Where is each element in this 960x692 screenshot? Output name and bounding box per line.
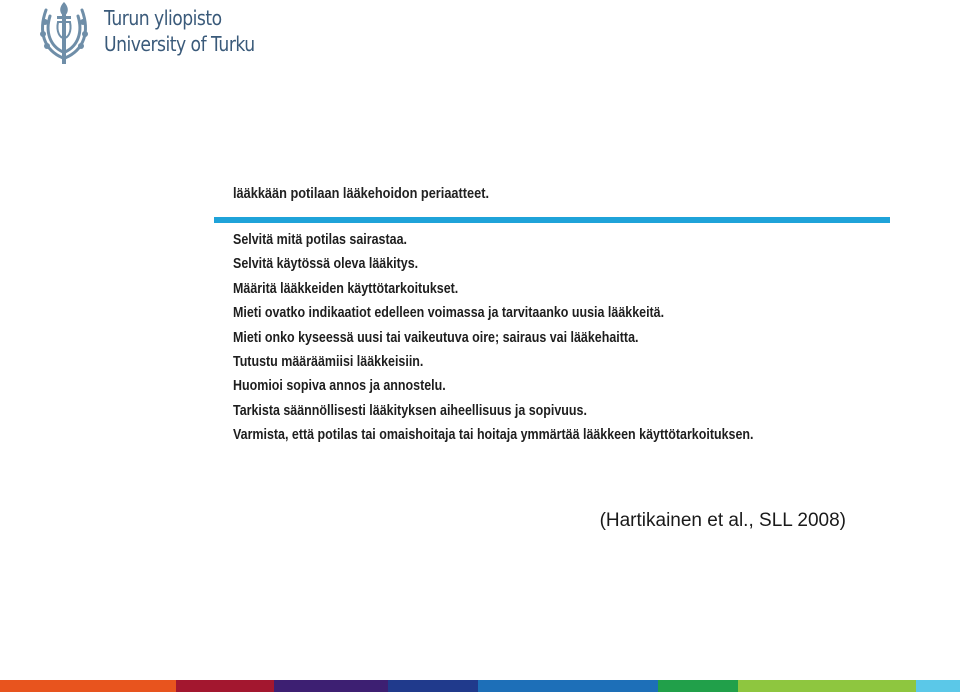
logo-wordmark bbox=[104, 5, 255, 57]
footer-segment bbox=[274, 680, 388, 692]
footer-segment bbox=[738, 680, 916, 692]
footer-segment bbox=[0, 680, 176, 692]
list-item: Tarkista säännöllisesti lääkityksen aiheellisuus ja sopivuus. bbox=[233, 402, 587, 419]
list-item: Huomioi sopiva annos ja annostelu. bbox=[233, 378, 446, 395]
list-item: Selvitä käytössä oleva lääkitys. bbox=[233, 256, 419, 273]
list-item: Tutustu määräämiisi lääkkeisiin. bbox=[233, 353, 424, 370]
footer-segment bbox=[176, 680, 274, 692]
footer-segment bbox=[388, 680, 478, 692]
citation: (Hartikainen et al., SLL 2008) bbox=[599, 510, 846, 531]
footer-segment bbox=[658, 680, 738, 692]
list-item: Määritä lääkkeiden käyttötarkoitukset. bbox=[233, 280, 459, 297]
logo-line-finnish: Turun yliopisto bbox=[104, 6, 222, 30]
list-item: Mieti ovatko indikaatiot edelleen voimassa ja tarvitaanko uusia lääkkeitä. bbox=[233, 305, 665, 322]
principles-list bbox=[233, 230, 838, 450]
excerpt-divider bbox=[214, 217, 890, 223]
list-item: Varmista, että potilas tai omaishoitaja tai hoitaja ymmärtää lääkkeen käyttötarkoituksen. bbox=[233, 427, 754, 444]
scanned-excerpt bbox=[214, 182, 890, 444]
university-emblem-icon bbox=[36, 2, 92, 66]
footer-segment bbox=[916, 680, 960, 692]
list-item: Selvitä mitä potilas sairastaa. bbox=[233, 232, 407, 248]
logo-line-english: University of Turku bbox=[104, 32, 255, 56]
excerpt-title: lääkkään potilaan lääkehoidon periaatteet. bbox=[233, 186, 489, 202]
footer-color-bar bbox=[0, 680, 960, 692]
footer-segment bbox=[478, 680, 658, 692]
university-logo bbox=[36, 2, 276, 66]
list-item: Mieti onko kyseessä uusi tai vaikeutuva oire; sairaus vai lääkehaitta. bbox=[233, 329, 639, 346]
